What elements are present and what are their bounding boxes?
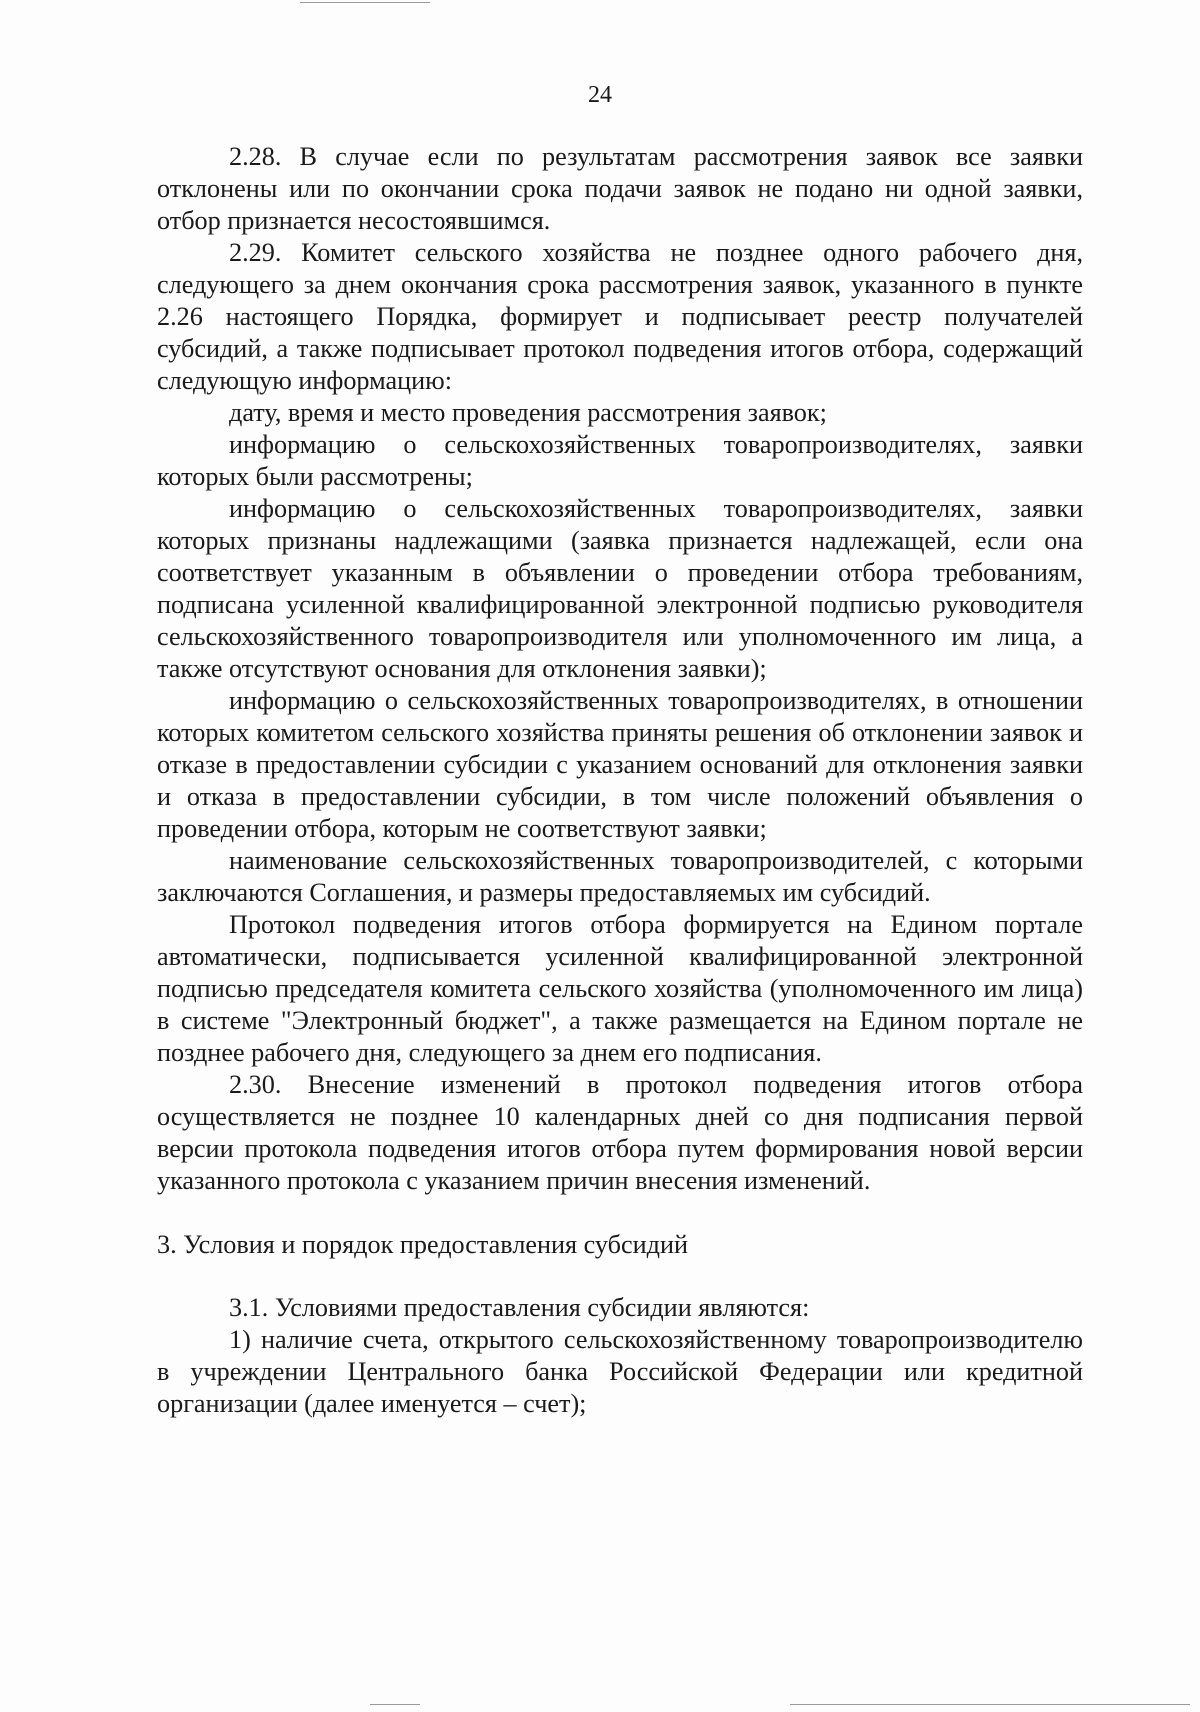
scan-artifact-bottom-right — [790, 1704, 1190, 1705]
list-item-date: дату, время и место проведения рассмотрения заявок; — [229, 398, 827, 427]
paragraph-2-30: 2.30. Внесение изменений в протокол подведения итогов отбора осуществляется не позднее 10 календарных дней со дня подписания первой версии протокола подведения итогов отбора путем формирования новой версии указанного протокола с указанием причин внесения изменений. — [157, 1070, 1083, 1195]
section-heading: 3. Условия и порядок предоставления субсидий — [157, 1230, 688, 1259]
paragraph-3-1: 3.1. Условиями предоставления субсидии являются: — [229, 1293, 810, 1322]
list-item-rejected: информацию о сельскохозяйственных товаропроизводителях, в отношении которых комитетом сельского хозяйства приняты решения об отклонении заявок и отказе в предоставлении субсидии с указанием оснований для отклонения заявки и отказа в предоставлении субсидии, в том числе положений объявления о проведении отбора, которым не соответствуют заявки; — [157, 686, 1083, 843]
list-item-names: наименование сельскохозяйственных товаропроизводителей, с которыми заключаются Соглашения, и размеры предоставляемых им субсидий. — [157, 846, 1083, 907]
scan-artifact-top — [300, 2, 430, 3]
list-item-proper: информацию о сельскохозяйственных товаропроизводителях, заявки которых признаны надлежащими (заявка признается надлежащей, если она соответствует указанным в объявлении о проведении отбора требованиям, подписана усиленной квалифицированной электронной подписью руководителя сельскохозяйственного товаропроизводителя или уполномоченного им лица, а также отсутствуют основания для отклонения заявки); — [157, 494, 1083, 683]
paragraph-protocol: Протокол подведения итогов отбора формируется на Едином портале автоматически, подписывается усиленной квалифицированной электронной подписью председателя комитета сельского хозяйства (уполномоченного им лица) в системе "Электронный бюджет", а также размещается на Едином портале не позднее рабочего дня, следующего за днем его подписания. — [157, 910, 1083, 1067]
scan-artifact-bottom-left — [370, 1704, 420, 1705]
page-number: 24 — [588, 82, 612, 108]
paragraph-2-28: 2.28. В случае если по результатам рассмотрения заявок все заявки отклонены или по окончании срока подачи заявок не подано ни одной заявки, отбор признается несостоявшимся. — [157, 142, 1083, 235]
list-item-reviewed: информацию о сельскохозяйственных товаропроизводителях, заявки которых были рассмотрены; — [157, 430, 1083, 491]
paragraph-3-1-1: 1) наличие счета, открытого сельскохозяйственному товаропроизводителю в учреждении Центрального банка Российской Федерации или кредитной организации (далее именуется – счет); — [157, 1325, 1083, 1418]
paragraph-2-29: 2.29. Комитет сельского хозяйства не позднее одного рабочего дня, следующего за днем окончания срока рассмотрения заявок, указанного в пункте 2.26 настоящего Порядка, формирует и подписывает реестр получателей субсидий, а также подписывает протокол подведения итогов отбора, содержащий следующую информацию: — [157, 238, 1083, 395]
document-body — [157, 141, 1083, 1420]
